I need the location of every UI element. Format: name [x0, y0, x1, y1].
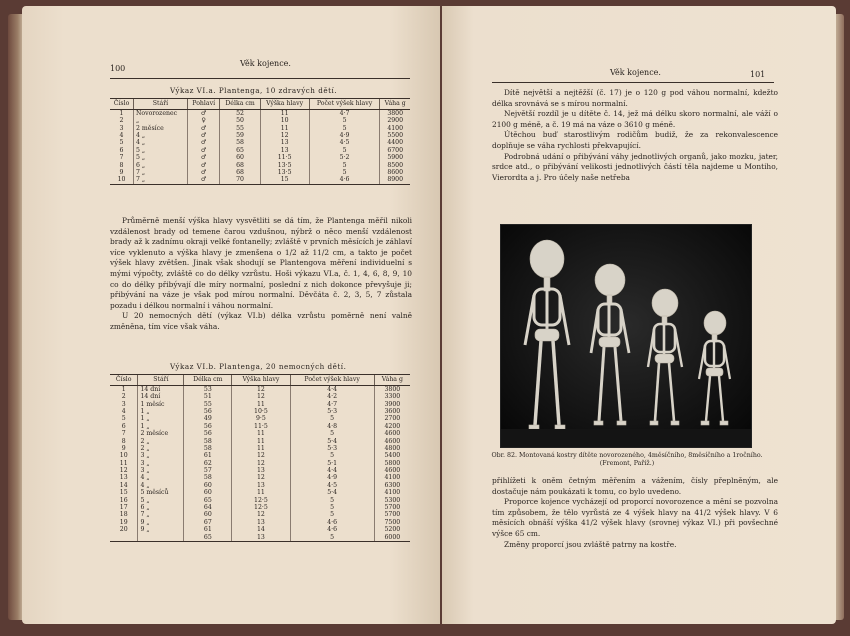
table-cell: 9 „: [138, 527, 184, 534]
table-cell: 14: [119, 481, 128, 489]
table-cell: 11: [232, 490, 290, 497]
table-cell: 5500: [380, 132, 410, 139]
table-cell: 5700: [374, 512, 410, 519]
table-cell: 52: [220, 110, 260, 118]
table-cell: 4600: [374, 431, 410, 438]
table-cell: 5: [119, 139, 124, 147]
table-cell: 13: [232, 482, 290, 489]
right-paragraph-7: Změny proporcí jsou zvláště patrny na kostře.: [504, 539, 677, 549]
table-cell: ♂: [187, 132, 219, 139]
table-cell: 5300: [374, 497, 410, 504]
table-cell: 14 dní: [138, 394, 184, 401]
table-cell: 4 „: [138, 482, 184, 489]
table-cell: 57: [184, 468, 232, 475]
table-row: [110, 118, 410, 125]
table-cell: 68: [220, 169, 260, 176]
table-header-cell: Stáří: [134, 99, 188, 110]
table-cell: 6: [119, 146, 124, 154]
table-row: [110, 155, 410, 162]
table-cell: 15: [260, 177, 309, 185]
table-cell: 13·5: [260, 169, 309, 176]
table-header-cell: Délka cm: [184, 375, 232, 386]
right-paragraph-6: Proporce kojence vycházejí od proporcí novorozence a mění se pozvolna tím způsobem, že tělo vyrůstá ze 4 výšek hlavy na 41/2 výšek hlavy. V 6 měsících obnáší výška 41/2 výšek hlavy (srovnej výkaz VI.) při povšechné výšce 65 cm.: [492, 497, 778, 538]
table-cell: 56: [184, 423, 232, 430]
table-cell: 5: [290, 534, 374, 542]
table-cell: 13: [119, 474, 128, 482]
table-cell: 3600: [374, 408, 410, 415]
table-cell: 12: [232, 453, 290, 460]
table-cell: 5: [309, 162, 380, 169]
table-cell: 7500: [374, 519, 410, 526]
table-b: [110, 374, 410, 542]
right-text-block-top: [492, 88, 778, 183]
table-cell: [138, 534, 184, 542]
table-cell: 53: [184, 386, 232, 394]
header-rule-right: [492, 82, 774, 83]
table-cell: 6 „: [134, 162, 188, 169]
table-cell: 55: [220, 125, 260, 132]
table-header-cell: Výška hlavy: [260, 99, 309, 110]
table-cell: 60: [184, 490, 232, 497]
page-number-right: 101: [750, 70, 766, 79]
table-cell: 2700: [374, 416, 410, 423]
table-cell: 12: [119, 467, 128, 475]
table-row: [110, 140, 410, 147]
table-header-cell: Výška hlavy: [232, 375, 290, 386]
right-paragraph-1: Dítě největší a nejtěžší (č. 17) je o 120 g pod váhou normalní, kdežto délka srovnává se s mírou normalní.: [492, 88, 778, 108]
table-row: [110, 490, 410, 497]
table-cell: 4·6: [290, 519, 374, 526]
table-header-cell: Číslo: [110, 375, 138, 386]
table-cell: 14: [232, 527, 290, 534]
table-cell: 62: [184, 460, 232, 467]
table-row: [110, 431, 410, 438]
table-cell: ♂: [187, 155, 219, 162]
table-cell: 5: [290, 497, 374, 504]
table-cell: 55: [184, 401, 232, 408]
table-cell: 5·2: [309, 155, 380, 162]
table-cell: ♂: [187, 110, 219, 118]
table-row: [110, 125, 410, 132]
table-cell: 58: [184, 445, 232, 452]
table-cell: ♂: [187, 162, 219, 169]
table-cell: 5 „: [138, 497, 184, 504]
table-cell: 4: [119, 131, 124, 139]
table-cell: 4 „: [138, 475, 184, 482]
table-cell: 3: [121, 400, 126, 408]
table-cell: 12·5: [232, 497, 290, 504]
table-cell: 4 „: [134, 132, 188, 139]
table-cell: 58: [184, 438, 232, 445]
table-cell: 4400: [380, 140, 410, 147]
table-cell: 5 „: [134, 155, 188, 162]
table-cell: 5: [309, 147, 380, 154]
table-header-cell: Počet výšek hlavy: [290, 375, 374, 386]
table-cell: 8900: [380, 177, 410, 185]
table-cell: 2 měsíce: [138, 431, 184, 438]
table-cell: 5: [121, 415, 126, 423]
table-cell: 4600: [374, 468, 410, 475]
table-cell: 60: [184, 482, 232, 489]
table-cell: 4·9: [290, 475, 374, 482]
skeletons-illustration: [501, 225, 751, 447]
table-row: [110, 169, 410, 176]
table-row: [110, 162, 410, 169]
table-cell: 56: [184, 431, 232, 438]
table-cell: 4·5: [290, 482, 374, 489]
table-cell: 2: [121, 393, 126, 401]
right-paragraph-3: Útěchou buď starostlivým rodičům budiž, že za rekonvalescence doplňuje se váha rychlosti překvapující.: [492, 130, 778, 150]
table-cell: 60: [220, 155, 260, 162]
table-cell: 3 „: [138, 468, 184, 475]
table-cell: 5·4: [290, 490, 374, 497]
table-cell: 3 „: [138, 460, 184, 467]
table-cell: 13: [232, 519, 290, 526]
table-cell: 11: [260, 110, 309, 118]
running-head-right: Věk kojence.: [610, 68, 661, 77]
table-cell: ♂: [187, 147, 219, 154]
table-cell: 4100: [374, 475, 410, 482]
figure-caption: Obr. 82. Montovaná kostry dítěte novorozeného, 4měsíčního, 8měsíčního a 1ročního. (Fremont, Paříž.): [491, 452, 763, 467]
table-cell: 5700: [374, 504, 410, 511]
table-cell: 58: [184, 475, 232, 482]
table-row: [110, 394, 410, 401]
table-header-cell: Počet výšek hlavy: [309, 99, 380, 110]
left-paragraph-1: Průměrně menší výška hlavy vysvětliti se dá tím, že Plantenga měřil nikoli vzdálenost brady od temene čarou vzdušnou, nýbrž o něco menší vzdálenost brady až k zadnímu okraji velké fontanelly; zvláště v prvních měsících je záhlaví více vyklenuto a výška hlavy je zmenšena o 1/2 až 11/2 cm, a takto je počet výšek hlavy zvětšen. Jinak však shodují se Plantengova měření individuelní s mými výpočty, zvláště co do délky vzrůstu. Hoši výkazu VI.a, č. 1, 4, 6, 8, 9, 10 co do délky přibývají dle míry normalní, poslední z nich dokonce převyšuje ji; přibývání na váze je však pod mírou normalní. Děvčáta č. 2, 3, 5, 7 zůstala pozadu i délkou normalní i váhou normalní.: [110, 216, 412, 310]
table-cell: 5: [290, 504, 374, 511]
table-cell: 6 „: [138, 504, 184, 511]
table-cell: 11·5: [260, 155, 309, 162]
table-cell: 4·2: [290, 394, 374, 401]
table-cell: 3 „: [138, 453, 184, 460]
running-head-left: Věk kojence.: [240, 59, 291, 68]
table-cell: 12: [232, 460, 290, 467]
table-cell: 6000: [374, 534, 410, 542]
skeletons-photo: [500, 224, 752, 448]
table-cell: 16: [119, 496, 128, 504]
table-cell: 4·6: [290, 527, 374, 534]
table-row: [110, 147, 410, 154]
table-cell: 13: [260, 140, 309, 147]
table-cell: 5 měsíců: [138, 490, 184, 497]
table-cell: 4 „: [134, 140, 188, 147]
table-a-caption: Výkaz VI.a. Plantenga, 10 zdravých dětí.: [170, 86, 338, 95]
table-cell: 5: [309, 125, 380, 132]
table-cell: 5200: [374, 527, 410, 534]
table-cell: 67: [184, 519, 232, 526]
table-cell: 11: [232, 438, 290, 445]
table-cell: 7 „: [134, 177, 188, 185]
table-cell: 6300: [374, 482, 410, 489]
table-cell: 5·3: [290, 445, 374, 452]
table-cell: 4·4: [290, 468, 374, 475]
table-cell: 2 „: [138, 445, 184, 452]
table-cell: 4: [121, 407, 126, 415]
right-text-block-bottom: [492, 476, 778, 550]
table-cell: 12: [232, 512, 290, 519]
table-header-cell: Váha g: [380, 99, 410, 110]
table-cell: 56: [184, 408, 232, 415]
table-cell: 9 „: [138, 519, 184, 526]
table-cell: 8600: [380, 169, 410, 176]
table-cell: 5400: [374, 453, 410, 460]
table-cell: 5·3: [290, 408, 374, 415]
open-book: [8, 6, 844, 630]
table-cell: 4·9: [309, 132, 380, 139]
table-cell: 70: [220, 177, 260, 185]
table-cell: 5·4: [290, 438, 374, 445]
table-cell: 7: [119, 154, 124, 162]
table-cell: 1: [119, 109, 124, 117]
table-cell: 4·5: [309, 140, 380, 147]
table-cell: 49: [184, 416, 232, 423]
table-cell: 8: [121, 437, 126, 445]
table-cell: 9·5: [232, 416, 290, 423]
table-cell: 5800: [374, 460, 410, 467]
table-cell: 15: [119, 489, 128, 497]
table-cell: 5: [290, 431, 374, 438]
table-cell: 11: [119, 459, 128, 467]
right-page: [442, 6, 836, 624]
table-cell: 1 měsíc: [138, 401, 184, 408]
table-header-cell: Délka cm: [220, 99, 260, 110]
table-cell: „: [134, 118, 188, 125]
right-paragraph-2: Největší rozdíl je u dítěte č. 14, jež má délku skoro normalní, ale váží o 2100 g méně, a č. 19 má na váze o 3610 g méně.: [492, 109, 778, 129]
table-cell: 2: [119, 117, 124, 125]
table-cell: [110, 534, 138, 542]
table-cell: 9: [121, 444, 126, 452]
table-cell: 7 „: [138, 512, 184, 519]
table-cell: 10: [110, 177, 134, 185]
table-cell: ♂: [187, 125, 219, 132]
table-cell: 50: [220, 118, 260, 125]
table-cell: 4100: [380, 125, 410, 132]
table-cell: 60: [184, 512, 232, 519]
table-a: [110, 98, 410, 185]
table-cell: 59: [220, 132, 260, 139]
table-cell: 5·1: [290, 460, 374, 467]
right-paragraph-5: přihlížeti k oněm četným měřením a vážením, čísly přeplněným, ale dostačuje nám poukázati k tomu, co bylo uvedeno.: [492, 476, 778, 496]
table-cell: 2 měsíce: [134, 125, 188, 132]
table-cell: 2 „: [138, 438, 184, 445]
table-row: [110, 453, 410, 460]
table-cell: 11: [232, 401, 290, 408]
table-cell: 12: [260, 132, 309, 139]
table-cell: 7 „: [134, 169, 188, 176]
table-cell: 10: [119, 452, 128, 460]
table-cell: 10·5: [232, 408, 290, 415]
left-page: [22, 6, 440, 624]
table-cell: 61: [184, 453, 232, 460]
table-cell: 5900: [380, 155, 410, 162]
table-cell: 18: [119, 511, 128, 519]
table-cell: 13: [232, 468, 290, 475]
table-cell: 12: [232, 386, 290, 394]
table-cell: ♂: [187, 169, 219, 176]
table-cell: 5: [309, 169, 380, 176]
table-cell: 64: [184, 504, 232, 511]
table-cell: 19: [119, 518, 128, 526]
table-cell: Novorozenec: [134, 110, 188, 118]
table-cell: 8500: [380, 162, 410, 169]
table-cell: 5 „: [134, 147, 188, 154]
table-cell: 68: [220, 162, 260, 169]
table-cell: 61: [184, 527, 232, 534]
table-cell: 5: [290, 416, 374, 423]
header-rule-left: [110, 78, 410, 79]
table-cell: 5: [290, 512, 374, 519]
table-header-cell: Číslo: [110, 99, 134, 110]
table-cell: 11·5: [232, 423, 290, 430]
table-row: [110, 110, 410, 118]
table-cell: 6: [121, 422, 126, 430]
table-cell: 4200: [374, 423, 410, 430]
table-cell: 1 „: [138, 416, 184, 423]
table-cell: 14 dní: [138, 386, 184, 394]
table-cell: 58: [220, 140, 260, 147]
table-row: [110, 177, 410, 185]
table-cell: 7: [121, 430, 126, 438]
left-text-block: [110, 216, 412, 333]
right-paragraph-4: Podrobná udání o přibývání váhy jednotlivých organů, jako mozku, jater, srdce atd., o přibývání velikosti jednotlivých částí těla najdeme u Montiho, Vierordta a j. Pro účely naše netřeba: [492, 151, 778, 182]
table-cell: 4·8: [290, 423, 374, 430]
table-cell: 3800: [374, 386, 410, 394]
table-cell: 12·5: [232, 504, 290, 511]
table-cell: 4·4: [290, 386, 374, 394]
table-cell: ♂: [187, 177, 219, 185]
table-cell: 5: [309, 118, 380, 125]
table-cell: 4100: [374, 490, 410, 497]
page-number-left: 100: [110, 64, 126, 73]
table-cell: 10: [260, 118, 309, 125]
table-cell: 11: [232, 445, 290, 452]
table-cell: 17: [119, 504, 128, 512]
table-cell: ♂: [187, 140, 219, 147]
table-cell: 4800: [374, 445, 410, 452]
table-cell: 11: [260, 125, 309, 132]
table-cell: 13: [260, 147, 309, 154]
table-cell: 8: [119, 161, 124, 169]
table-cell: 11: [232, 431, 290, 438]
table-cell: 9: [119, 168, 124, 176]
table-b-caption: Výkaz VI.b. Plantenga, 20 nemocných dětí.: [170, 362, 347, 371]
table-cell: 3900: [374, 401, 410, 408]
table-cell: 13·5: [260, 162, 309, 169]
table-cell: 3800: [380, 110, 410, 118]
table-cell: 1 „: [138, 423, 184, 430]
table-cell: 65: [184, 534, 232, 542]
table-header-cell: Pohlaví: [187, 99, 219, 110]
table-row: [110, 132, 410, 139]
table-cell: 1 „: [138, 408, 184, 415]
table-cell: 3300: [374, 394, 410, 401]
table-cell: 12: [232, 475, 290, 482]
table-header-cell: Stáří: [138, 375, 184, 386]
table-cell: 3: [119, 124, 124, 132]
table-cell: 51: [184, 394, 232, 401]
table-cell: 4600: [374, 438, 410, 445]
table-cell: 20: [119, 526, 128, 534]
table-cell: 13: [232, 534, 290, 542]
table-header-cell: Váha g: [374, 375, 410, 386]
table-cell: 1: [121, 385, 126, 393]
table-cell: 65: [220, 147, 260, 154]
table-cell: 4·6: [309, 177, 380, 185]
table-cell: 4·7: [309, 110, 380, 118]
table-cell: ♀: [187, 118, 219, 125]
table-cell: 12: [232, 394, 290, 401]
table-cell: 4·7: [290, 401, 374, 408]
table-cell: 6700: [380, 147, 410, 154]
table-row: [110, 534, 410, 542]
table-cell: 2900: [380, 118, 410, 125]
table-cell: 5: [290, 453, 374, 460]
left-paragraph-2: U 20 nemocných dětí (výkaz VI.b) délka vzrůstu poměrně není valně změněna, tím více však váha.: [110, 311, 412, 331]
table-cell: 65: [184, 497, 232, 504]
table-row: [110, 527, 410, 534]
